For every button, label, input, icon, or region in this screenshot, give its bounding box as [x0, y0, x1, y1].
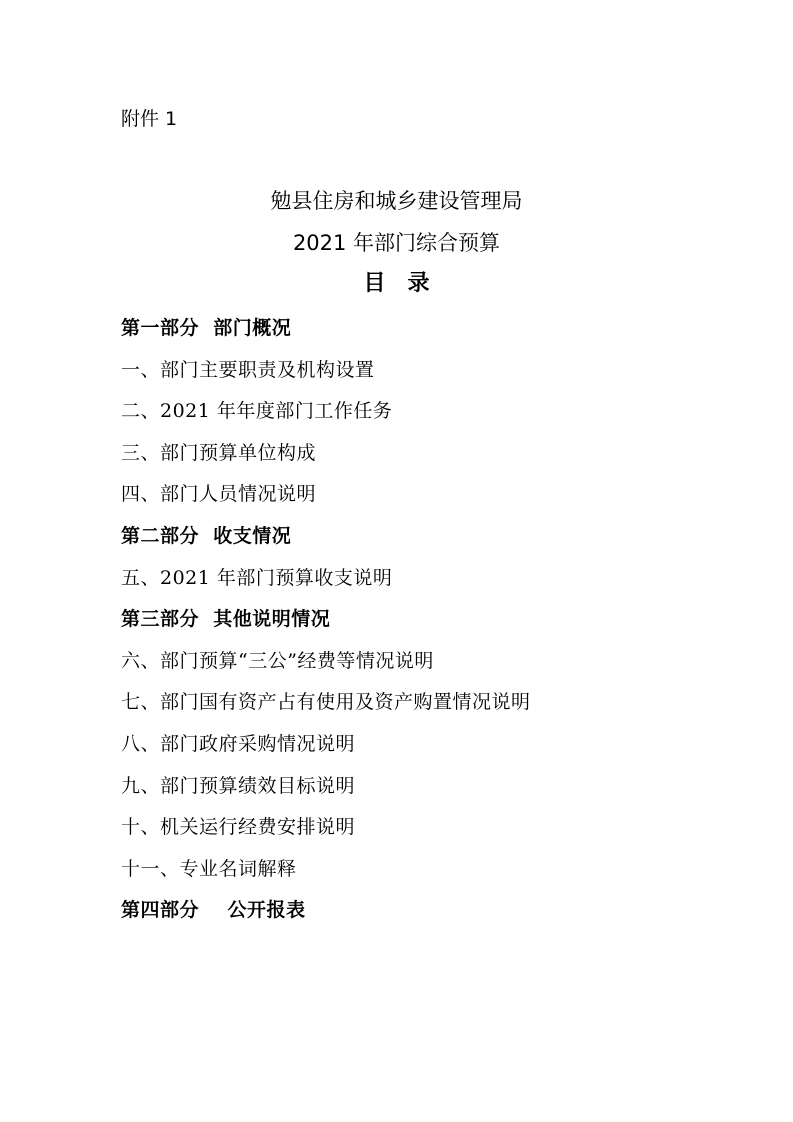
- toc-item-5: 五、2021 年部门预算收支说明: [121, 566, 393, 589]
- toc-item-8: 八、部门政府采购情况说明: [121, 732, 356, 755]
- toc-part-1: 第一部分 部门概况: [121, 317, 292, 339]
- toc-item-10: 十、机关运行经费安排说明: [121, 816, 356, 839]
- toc-item-11: 十一、专业名词解释: [121, 857, 297, 880]
- toc-item-4: 四、部门人员情况说明: [121, 483, 317, 506]
- toc-item-9: 九、部门预算绩效目标说明: [121, 774, 356, 797]
- toc-item-6: 六、部门预算“三公”经费等情况说明: [121, 649, 434, 672]
- table-of-contents: [121, 314, 681, 938]
- toc-item-3: 三、部门预算单位构成: [121, 441, 317, 464]
- toc-part-3: 第三部分 其他说明情况: [121, 608, 331, 631]
- attachment-label: 附件 1: [121, 108, 178, 130]
- document-title: 勉县住房和城乡建设管理局: [270, 189, 523, 213]
- toc-item-2: 二、2021 年年度部门工作任务: [121, 400, 393, 423]
- toc-heading: 目录: [363, 271, 452, 296]
- toc-item-7: 七、部门国有资产占有使用及资产购置情况说明: [121, 691, 531, 714]
- toc-part-2: 第二部分 收支情况: [121, 524, 292, 547]
- toc-part-4: 第四部分 公开报表: [121, 899, 306, 922]
- toc-item-1: 一、部门主要职责及机构设置: [121, 358, 375, 381]
- document-subtitle: 2021 年部门综合预算: [292, 231, 501, 255]
